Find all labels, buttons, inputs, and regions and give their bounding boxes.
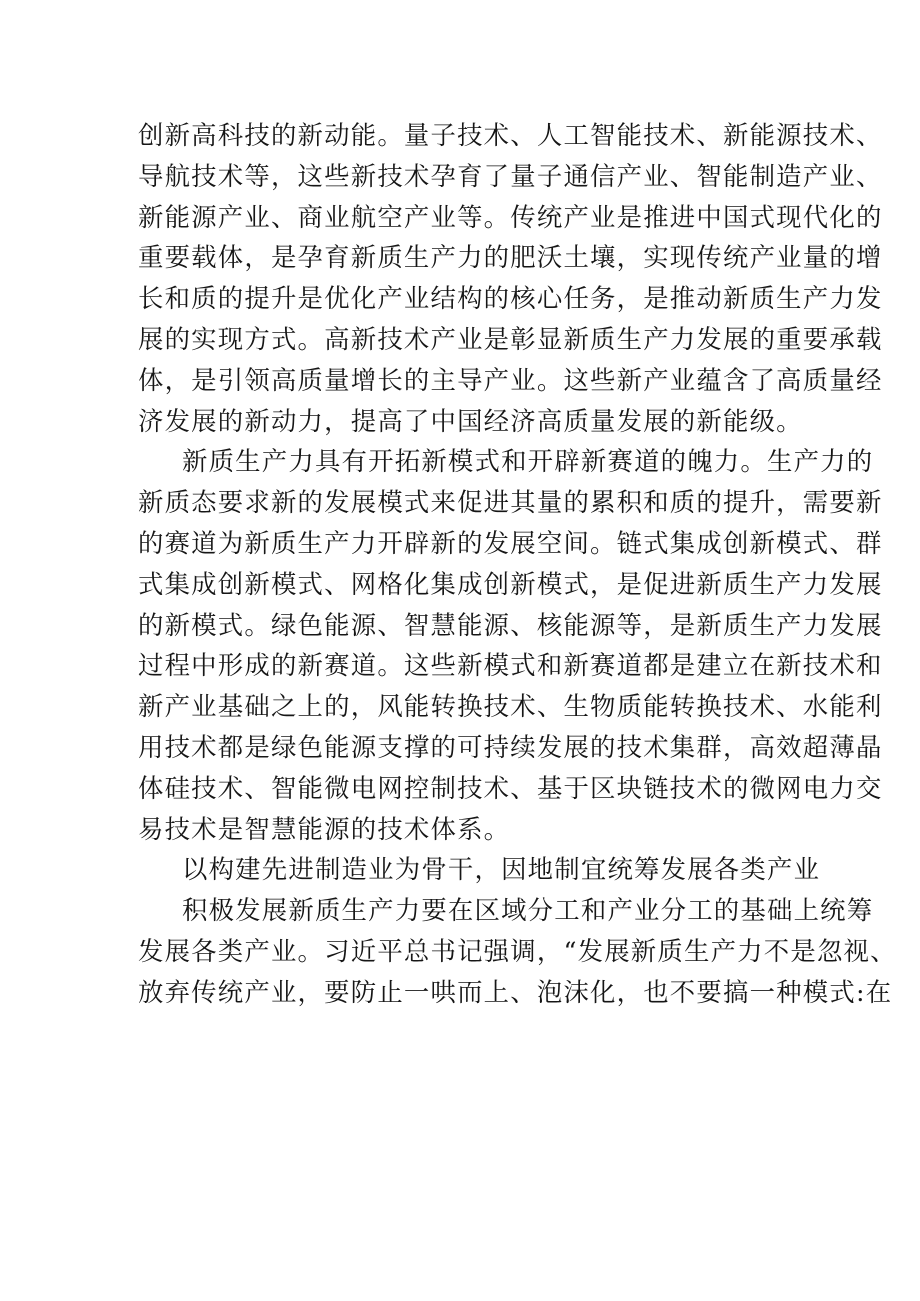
text-line: 创新高科技的新动能。量子技术、人工智能技术、新能源技术、 bbox=[138, 120, 883, 150]
section-heading-text: 以构建先进制造业为骨干，因地制宜统筹发展各类产业 bbox=[182, 854, 821, 885]
section-heading bbox=[138, 849, 821, 890]
paragraph-1 bbox=[138, 115, 883, 441]
document-body bbox=[138, 115, 897, 1013]
text-line: 重要载体，是孕育新质生产力的肥沃土壤，实现传统产业量的增 bbox=[138, 242, 883, 273]
text-line: 的赛道为新质生产力开辟新的发展空间。链式集成创新模式、群 bbox=[138, 527, 883, 558]
text-line: 展的实现方式。高新技术产业是彰显新质生产力发展的重要承载 bbox=[138, 323, 883, 354]
text-line: 积极发展新质生产力要在区域分工和产业分工的基础上统筹 bbox=[182, 895, 874, 926]
paragraph-2 bbox=[138, 441, 883, 849]
text-line: 过程中形成的新赛道。这些新模式和新赛道都是建立在新技术和 bbox=[138, 650, 883, 681]
text-line: 的新模式。绿色能源、智慧能源、核能源等，是新质生产力发展 bbox=[138, 609, 883, 640]
text-line: 新质态要求新的发展模式来促进其量的累积和质的提升，需要新 bbox=[138, 487, 883, 518]
text-line: 长和质的提升是优化产业结构的核心任务，是推动新质生产力发 bbox=[138, 283, 883, 314]
text-line: 式集成创新模式、网格化集成创新模式，是促进新质生产力发展 bbox=[138, 568, 883, 599]
text-line: 发展各类产业。习近平总书记强调，“发展新质生产力不是忽视、 bbox=[138, 935, 897, 966]
text-line: 新质生产力具有开拓新模式和开辟新赛道的魄力。生产力的 bbox=[182, 446, 874, 477]
text-line: 放弃传统产业，要防止一哄而上、泡沫化，也不要搞一种模式:在 bbox=[138, 976, 893, 1007]
text-line: 新能源产业、商业航空产业等。传统产业是推进中国式现代化的 bbox=[138, 201, 883, 232]
paragraph-3 bbox=[138, 890, 897, 1012]
text-line: 体硅技术、智能微电网控制技术、基于区块链技术的微网电力交 bbox=[138, 772, 883, 803]
text-line: 用技术都是绿色能源支撑的可持续发展的技术集群，高效超薄晶 bbox=[138, 731, 883, 762]
text-line: 导航技术等，这些新技术孕育了量子通信产业、智能制造产业、 bbox=[138, 160, 883, 191]
text-line: 济发展的新动力，提高了中国经济高质量发展的新能级。 bbox=[138, 405, 803, 436]
text-line: 体，是引领高质量增长的主导产业。这些新产业蕴含了高质量经 bbox=[138, 364, 883, 395]
text-line: 易技术是智慧能源的技术体系。 bbox=[138, 813, 511, 844]
text-line: 新产业基础之上的，风能转换技术、生物质能转换技术、水能利 bbox=[138, 691, 883, 722]
